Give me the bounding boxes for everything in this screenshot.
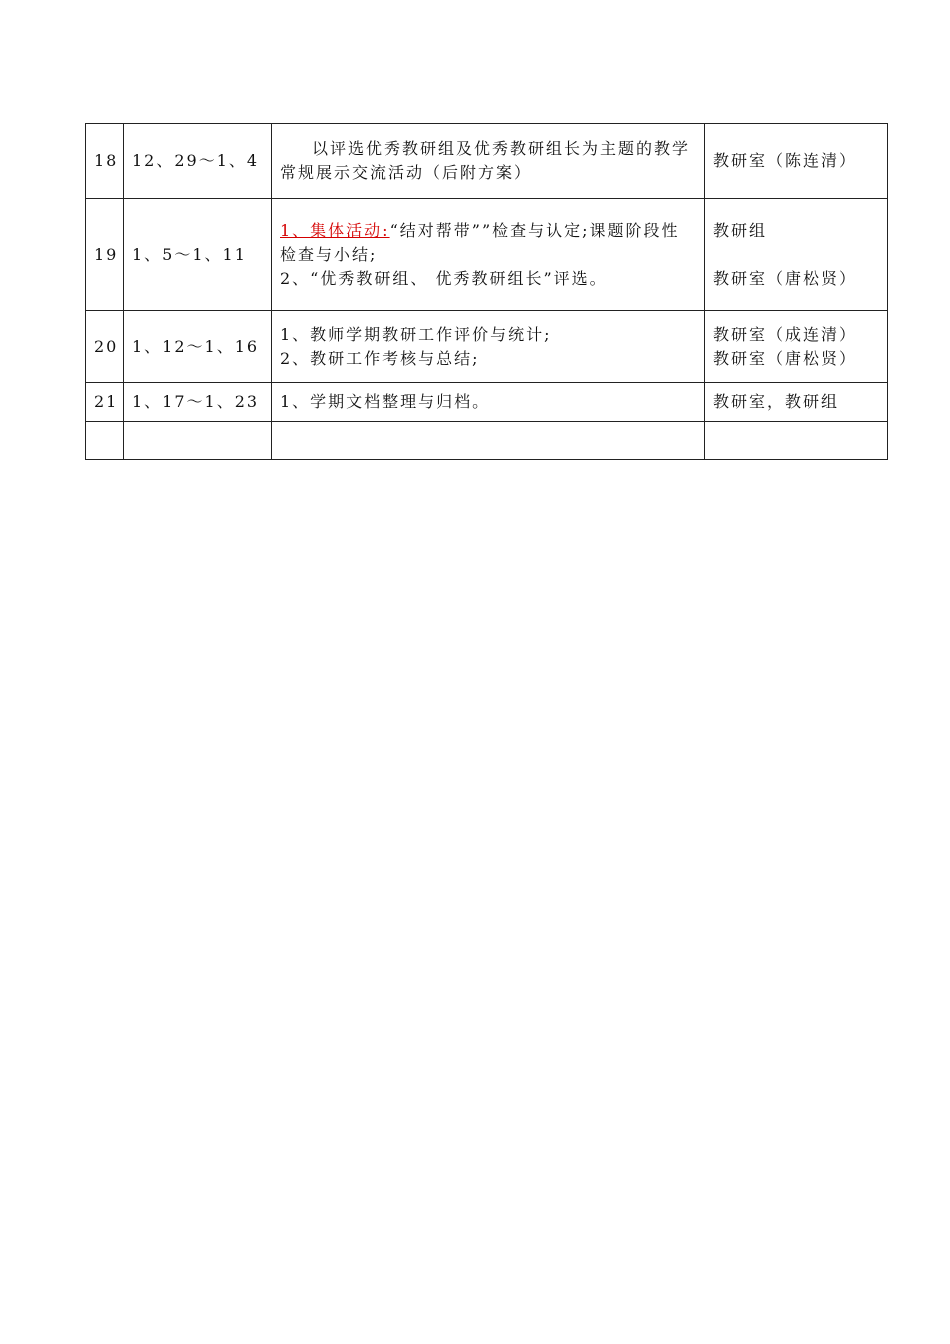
activity-line-2: 2、教研工作考核与总结; xyxy=(280,348,480,368)
owner-line-1: 教研组 xyxy=(713,220,768,240)
table-row xyxy=(86,124,888,199)
activity-text: 以评选优秀教研组及优秀教研组长为主题的教学常规展示交流活动（后附方案） xyxy=(280,139,691,182)
empty-cell xyxy=(705,422,888,460)
owner-line-2: 教研室（唐松贤） xyxy=(713,268,858,288)
empty-cell xyxy=(272,422,705,460)
date-range-cell: 12、29～1、4 xyxy=(124,124,272,199)
activity-content-cell: 1、学期文档整理与归档。 xyxy=(272,383,705,422)
owner-line-1: 教研室（成连清） xyxy=(713,324,858,344)
activity-content-cell xyxy=(272,311,705,383)
activity-line-1 xyxy=(280,219,696,267)
empty-cell xyxy=(86,422,124,460)
date-range-cell: 1、12～1、16 xyxy=(124,311,272,383)
owner-cell xyxy=(705,311,888,383)
activity-line-2: 2、“优秀教研组、 优秀教研组长”评选。 xyxy=(280,268,608,288)
date-range-cell: 1、17～1、23 xyxy=(124,383,272,422)
owner-line-2: 教研室（唐松贤） xyxy=(713,348,858,368)
owner-cell: 教研室，教研组 xyxy=(705,383,888,422)
week-number-cell: 21 xyxy=(86,383,124,422)
date-range-cell: 1、5～1、11 xyxy=(124,199,272,311)
highlighted-activity-label: 1、集体活动: xyxy=(280,220,390,240)
week-number-cell: 20 xyxy=(86,311,124,383)
week-number-cell: 18 xyxy=(86,124,124,199)
owner-cell: 教研室（陈连清） xyxy=(705,124,888,199)
table-row xyxy=(86,199,888,311)
week-number-cell: 19 xyxy=(86,199,124,311)
empty-table-row xyxy=(86,422,888,460)
table-row xyxy=(86,311,888,383)
activity-line-1: 1、教师学期教研工作评价与统计; xyxy=(280,324,552,344)
activity-content-cell xyxy=(272,199,705,311)
activity-text: “结对帮带””检查与认定;课题阶段性检查与小结; xyxy=(280,220,680,264)
teaching-research-schedule-table xyxy=(85,123,888,460)
owner-cell xyxy=(705,199,888,311)
owner-spacer xyxy=(713,243,879,267)
empty-cell xyxy=(124,422,272,460)
activity-content-cell xyxy=(272,124,705,199)
table-row xyxy=(86,383,888,422)
